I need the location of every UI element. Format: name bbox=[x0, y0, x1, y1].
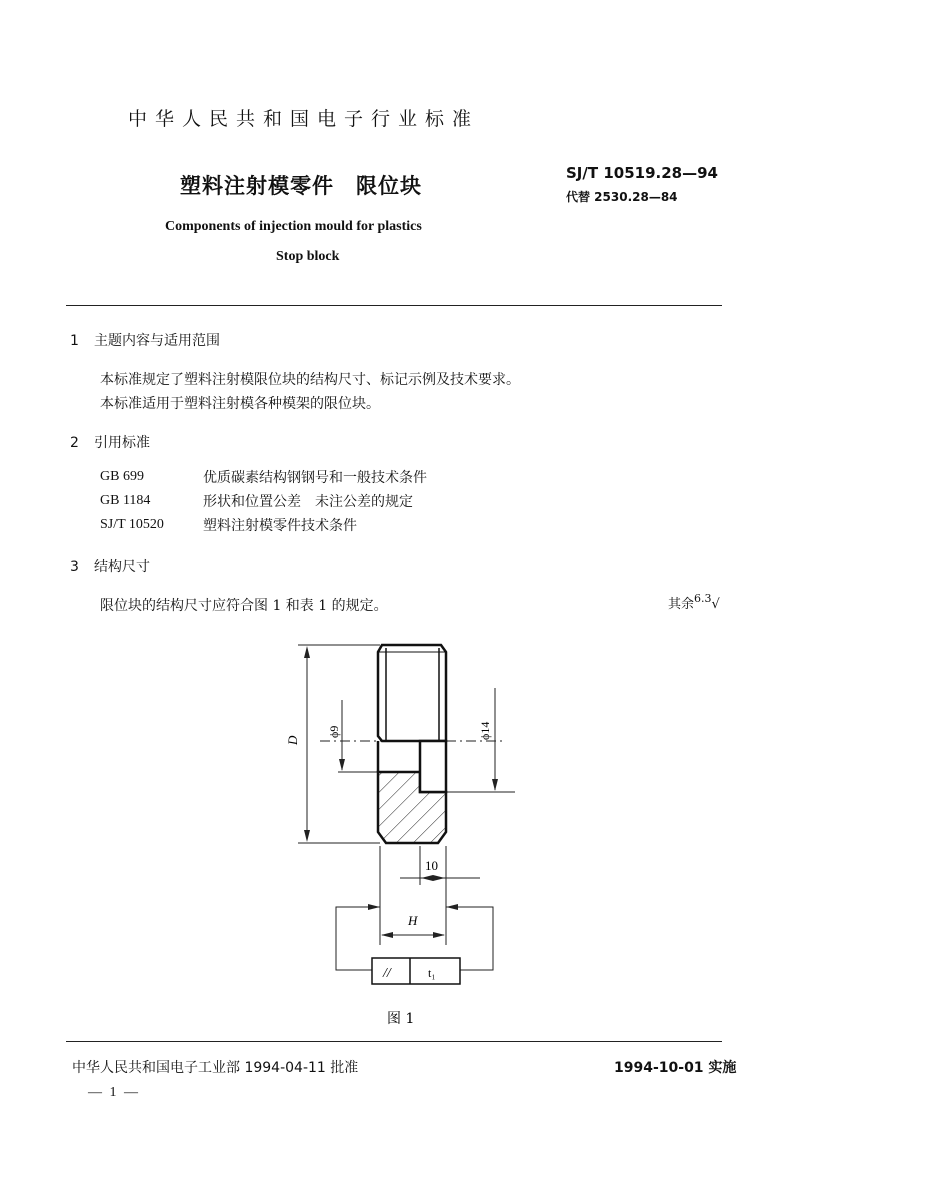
tolerance-value: t₁ bbox=[428, 966, 436, 980]
footer-divider bbox=[66, 1041, 722, 1042]
section-title: 引用标准 bbox=[94, 435, 150, 451]
paragraph: 本标准规定了塑料注射模限位块的结构尺寸、标记示例及技术要求。 bbox=[100, 372, 520, 388]
dim-label-H: H bbox=[408, 913, 418, 928]
section-title: 结构尺寸 bbox=[94, 559, 150, 575]
section-number: 1 bbox=[70, 333, 79, 349]
arrow-icon bbox=[304, 646, 310, 658]
dim-label-phi9: ϕ9 bbox=[327, 725, 341, 738]
reference-code: GB 699 bbox=[100, 469, 144, 484]
dim-label-D: D bbox=[285, 735, 300, 745]
reference-title: 塑料注射模零件技术条件 bbox=[203, 518, 357, 534]
arrow-icon bbox=[446, 904, 458, 910]
section-title: 主题内容与适用范围 bbox=[94, 333, 220, 349]
dim-label-phi14: ϕ14 bbox=[478, 721, 492, 740]
leader-line bbox=[446, 907, 493, 970]
part-pocket bbox=[420, 741, 446, 792]
reference-code: GB 1184 bbox=[100, 493, 151, 508]
part-upper-outline bbox=[378, 645, 446, 741]
reference-title: 形状和位置公差 未注公差的规定 bbox=[203, 494, 413, 510]
page-number: — 1 — bbox=[88, 1085, 140, 1100]
title-main: 塑料注射模零件 bbox=[180, 174, 334, 198]
figure-caption: 图 1 bbox=[387, 1011, 415, 1027]
english-title: Components of injection mould for plastics bbox=[165, 219, 422, 234]
reference-code: SJ/T 10520 bbox=[100, 517, 164, 532]
arrow-icon bbox=[433, 932, 445, 938]
arrow-icon bbox=[433, 875, 445, 881]
arrow-icon bbox=[304, 830, 310, 842]
arrow-icon bbox=[368, 904, 380, 910]
parallelism-symbol-icon: // bbox=[383, 966, 391, 981]
section-number: 2 bbox=[70, 435, 79, 451]
english-subtitle: Stop block bbox=[276, 249, 340, 264]
arrow-icon bbox=[339, 759, 345, 771]
standard-code: SJ/T 10519.28—94 bbox=[566, 164, 718, 182]
paragraph: 限位块的结构尺寸应符合图 1 和表 1 的规定。 bbox=[100, 598, 388, 614]
implementation-date: 1994-10-01 实施 bbox=[614, 1060, 737, 1076]
arrow-icon bbox=[492, 779, 498, 791]
arrow-icon bbox=[381, 932, 393, 938]
org-title: 中华人民共和国电子行业标准 bbox=[128, 108, 480, 130]
reference-title: 优质碳素结构钢钢号和一般技术条件 bbox=[203, 470, 427, 486]
dim-label-10: 10 bbox=[425, 858, 438, 873]
leader-line bbox=[336, 907, 380, 970]
arrow-icon bbox=[421, 875, 433, 881]
section-number: 3 bbox=[70, 559, 79, 575]
roughness-symbol-icon: √ bbox=[711, 597, 720, 612]
roughness-prefix: 其余 bbox=[668, 597, 695, 612]
replaces-code: 代替 2530.28—84 bbox=[566, 190, 678, 204]
title-sub: 限位块 bbox=[356, 174, 422, 198]
paragraph: 本标准适用于塑料注射模各种模架的限位块。 bbox=[100, 396, 380, 412]
approval-note: 中华人民共和国电子工业部 1994-04-11 批准 bbox=[72, 1060, 359, 1076]
roughness-value: 6.3 bbox=[694, 592, 712, 605]
